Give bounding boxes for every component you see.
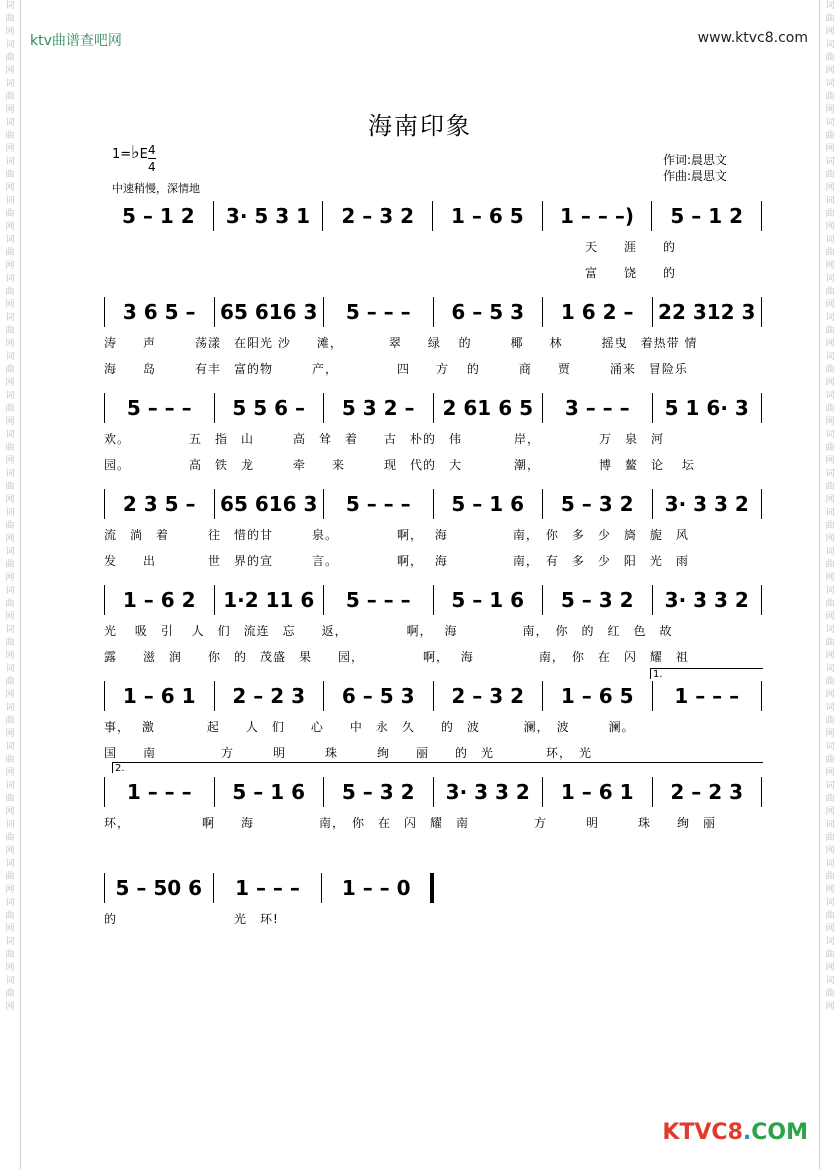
- measure: 1 – – –: [235, 876, 300, 900]
- measure: 1 – 6 1: [560, 780, 634, 804]
- composer: 作曲:晨思文: [663, 169, 728, 183]
- measure: 5 – 1 2: [670, 204, 744, 228]
- measure: 1 – – –): [560, 204, 634, 228]
- measure: 5 – 50 6: [115, 876, 203, 900]
- lyric-verse-2: 发 出 世 界的宣 言。 啊， 海 南， 有 多 少 阳 光 雨: [104, 554, 689, 568]
- song-title: 海南印象: [368, 112, 472, 140]
- barline: [761, 393, 762, 423]
- measure: 5 – – –: [345, 588, 411, 612]
- measure: 5 – 3 2: [560, 492, 634, 516]
- score-row: [104, 198, 762, 234]
- site-name: ktv曲谱查吧网: [30, 33, 122, 49]
- score-row: [104, 486, 762, 522]
- measure: 5 1 6· 3: [664, 396, 749, 420]
- measure: 5 – – –: [345, 492, 411, 516]
- time-signature: 4 4: [148, 143, 156, 174]
- barline: [761, 201, 762, 231]
- measure: 65 616 3: [220, 492, 318, 516]
- measure: 3 6 5 –: [122, 300, 196, 324]
- measure: 1 – 6 1: [122, 684, 196, 708]
- measure: 22 312 3: [658, 300, 756, 324]
- measure: 1 – – 0: [341, 876, 411, 900]
- measure: 1 – 6 5: [560, 684, 634, 708]
- first-ending-bracket: 1.: [650, 668, 763, 679]
- key-signature: 1=♭E: [112, 142, 148, 163]
- final-barline: [430, 873, 434, 903]
- lyric-verse-2: 国 南 方 明 珠 绚 丽 的 光 环， 光: [104, 746, 593, 760]
- tempo-marking: 中速稍慢，深情地: [112, 182, 200, 195]
- score-row: [104, 870, 434, 906]
- barline: [761, 489, 762, 519]
- measure: 3· 3 3 2: [664, 492, 749, 516]
- measure: 5 – – –: [345, 300, 411, 324]
- second-ending-bracket: 2.: [112, 762, 763, 773]
- lyric-verse-1: 天 涯 的: [104, 240, 677, 254]
- measure: 6 – 5 3: [451, 300, 525, 324]
- measure: 5 – 3 2: [560, 588, 634, 612]
- lyric-verse-1: 事， 激 起 人 们 心 中 永 久 的 波 澜， 波 澜。: [104, 720, 635, 734]
- measure: 3· 3 3 2: [664, 588, 749, 612]
- lyricist: 作词:晨思文: [663, 153, 728, 167]
- measure: 5 – 1 2: [122, 204, 195, 228]
- lyric-verse-1: 的 光 环!: [104, 912, 279, 926]
- measure: 3· 3 3 2: [445, 780, 530, 804]
- left-border-line: [20, 0, 21, 1169]
- barline: [761, 681, 762, 711]
- measure: 1 6 2 –: [560, 300, 634, 324]
- lyric-verse-2: 露 滋 润 你 的 茂盛 果 园， 啊， 海 南， 你 在 闪 耀 祖: [104, 650, 689, 664]
- measure: 2 – 2 3: [232, 684, 306, 708]
- barline: [761, 297, 762, 327]
- site-url: www.ktvc8.com: [697, 30, 808, 46]
- measure: 2 61 6 5: [442, 396, 533, 420]
- measure: 5 – – –: [126, 396, 192, 420]
- measure: 65 616 3: [220, 300, 318, 324]
- score-row: [104, 390, 762, 426]
- measure: 2 – 3 2: [451, 684, 525, 708]
- measure: 3· 5 3 1: [225, 204, 311, 228]
- left-side-watermark: 词曲网词曲网词曲网词曲网词曲网词曲网词曲网词曲网词曲网词曲网词曲网词曲网词曲网词曲网词曲网词曲网词曲网词曲网词曲网词曲网词曲网词曲网词曲网词曲网词曲网词曲网: [5, 1, 15, 1012]
- right-side-watermark: 词曲网词曲网词曲网词曲网词曲网词曲网词曲网词曲网词曲网词曲网词曲网词曲网词曲网词曲网词曲网词曲网词曲网词曲网词曲网词曲网词曲网词曲网词曲网词曲网词曲网词曲网: [825, 1, 835, 1012]
- score-row: [104, 294, 762, 330]
- lyric-verse-1: 流 淌 着 往 惜的甘 泉。 啊， 海 南， 你 多 少 旖 旎 风: [104, 528, 689, 542]
- measure: 1·2 11 6: [223, 588, 315, 612]
- measure: 2 – 3 2: [341, 204, 414, 228]
- score-row: [104, 582, 762, 618]
- measure: 2 – 2 3: [670, 780, 744, 804]
- lyric-verse-2: 海 岛 有丰 富的物 产， 四 方 的 商 贾 涌来 冒险乐: [104, 362, 688, 376]
- measure: 5 – 1 6: [451, 492, 525, 516]
- credits: [663, 152, 727, 184]
- measure: 5 3 2 –: [341, 396, 415, 420]
- measure: 1 – – –: [126, 780, 192, 804]
- lyric-verse-1: 涛 声 荡漾 在阳光 沙 滩， 翠 绿 的 椰 林 摇曳 着热带 情: [104, 336, 698, 350]
- measure: 3 – – –: [564, 396, 630, 420]
- lyric-verse-2: 富 饶 的: [104, 266, 677, 280]
- measure: 2 3 5 –: [122, 492, 196, 516]
- measure: 5 – 3 2: [341, 780, 415, 804]
- measure: 1 – 6 2: [122, 588, 196, 612]
- measure: 1 – – –: [674, 684, 740, 708]
- score-row: [104, 678, 762, 714]
- barline: [761, 585, 762, 615]
- measure: 1 – 6 5: [451, 204, 524, 228]
- score-row: [104, 774, 762, 810]
- measure: 5 5 6 –: [232, 396, 306, 420]
- barline: [761, 777, 762, 807]
- lyric-verse-1: 环， 啊 海 南， 你 在 闪 耀 南 方 明 珠 绚 丽: [104, 816, 717, 830]
- measure: 5 – 1 6: [232, 780, 306, 804]
- lyric-verse-1: 欢。 五 指 山 高 耸 着 古 朴的 伟 岸， 万 泉 河: [104, 432, 665, 446]
- lyric-verse-2: 园。 高 铁 龙 牵 来 现 代的 大 潮， 博 鳌 论 坛: [104, 458, 695, 472]
- lyric-verse-1: 光 吸 引 人 们 流连 忘 返， 啊， 海 南， 你 的 红 色 故: [104, 624, 673, 638]
- ktvc8-logo: KTVC8.COM: [662, 1120, 808, 1145]
- measure: 5 – 1 6: [451, 588, 525, 612]
- right-border-line: [819, 0, 820, 1169]
- measure: 6 – 5 3: [341, 684, 415, 708]
